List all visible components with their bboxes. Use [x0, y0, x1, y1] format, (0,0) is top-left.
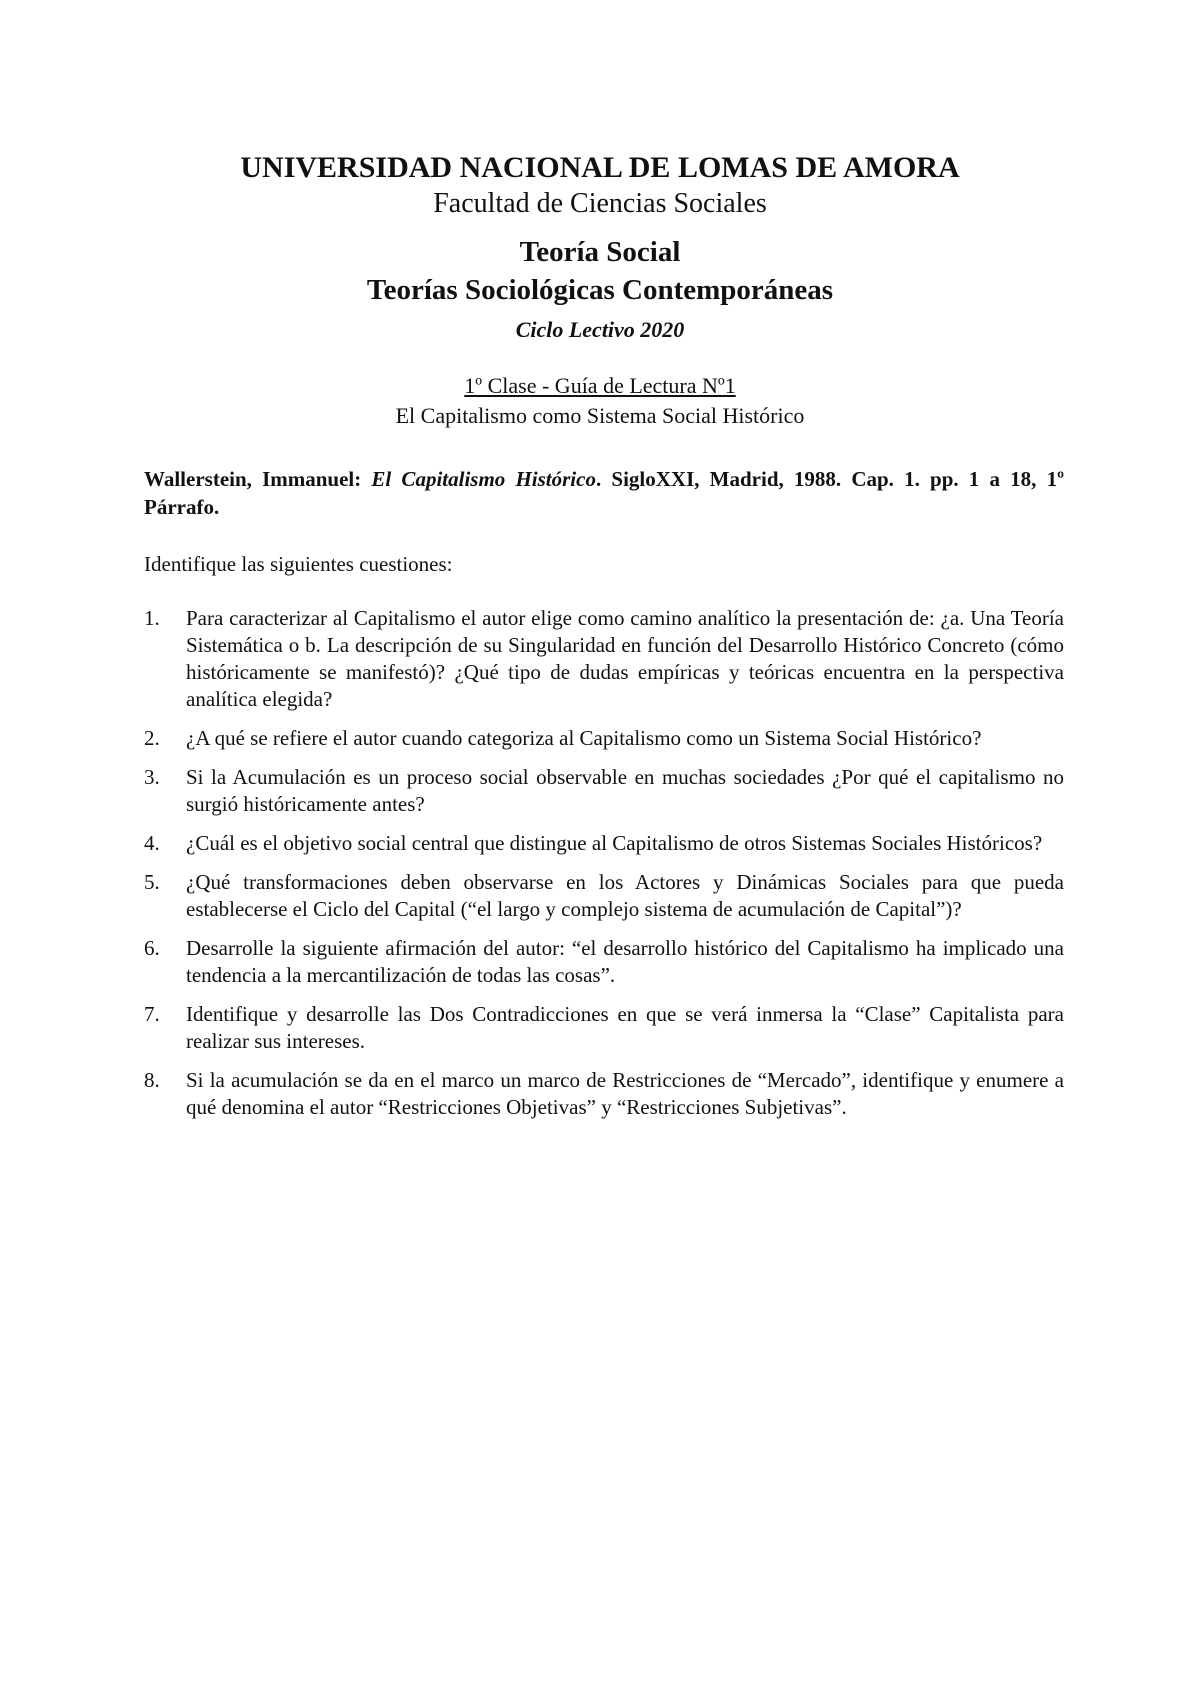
question-text: Si la acumulación se da en el marco un marco de Restricciones de “Mercado”, identifique y enumere a qué denomina el autor “Restricciones Objetivas” y “Restricciones Subjetivas”. [186, 1068, 1064, 1119]
question-item [144, 605, 1064, 713]
subject-title: Teoría Social [519, 236, 681, 268]
question-item [144, 935, 1064, 989]
subject-subtitle: Teorías Sociológicas Contemporáneas [366, 274, 834, 306]
bibliographic-reference [144, 465, 1064, 521]
question-number: 2. [144, 726, 160, 750]
reference-author: Wallerstein, Immanuel: [144, 467, 372, 491]
question-text: Si la Acumulación es un proceso social observable en muchas sociedades ¿Por qué el capitalismo no surgió históricamente antes? [186, 765, 1064, 816]
question-text: Desarrolle la siguiente afirmación del autor: “el desarrollo histórico del Capitalismo ha implicado una tendencia a la mercantilización de todas las cosas”. [186, 936, 1064, 987]
question-number: 6. [144, 936, 160, 960]
faculty-name: Facultad de Ciencias Sociales [433, 188, 767, 219]
university-name: UNIVERSIDAD NACIONAL DE LOMAS DE AMORA [240, 151, 960, 184]
question-item [144, 764, 1064, 818]
question-item [144, 1001, 1064, 1055]
question-number: 4. [144, 831, 160, 855]
class-subtitle: El Capitalismo como Sistema Social Histórico [395, 403, 805, 428]
class-title: 1º Clase - Guía de Lectura Nº1 [464, 373, 736, 398]
question-text: Identifique y desarrolle las Dos Contradicciones en que se verá inmersa la “Clase” Capitalista para realizar sus intereses. [186, 1002, 1064, 1053]
question-item [144, 830, 1064, 857]
question-number: 3. [144, 765, 160, 789]
question-text: Para caracterizar al Capitalismo el autor elige como camino analítico la presentación de: ¿a. Una Teoría Sistemática o b. La descripción de su Singularidad en función del Desarrollo Histórico Concreto (cómo históricamente se manifestó)? ¿Qué tipo de dudas empíricas y teóricas encuentra en la perspectiva analítica elegida? [186, 606, 1064, 711]
question-text: ¿Qué transformaciones deben observarse en los Actores y Dinámicas Sociales para que pueda establecerse el Ciclo del Capital (“el largo y complejo sistema de acumulación de Capital”)? [186, 870, 1064, 921]
question-item [144, 1067, 1064, 1121]
question-item [144, 869, 1064, 923]
question-text: ¿A qué se refiere el autor cuando categoriza al Capitalismo como un Sistema Social Histórico? [186, 726, 982, 750]
reference-book-title: El Capitalismo Histórico [371, 467, 596, 491]
instructions-intro: Identifique las siguientes cuestiones: [144, 552, 453, 576]
question-number: 7. [144, 1002, 160, 1026]
question-number: 1. [144, 606, 160, 630]
document-header [0, 150, 1200, 430]
reference-details: . SigloXXI, Madrid, 1988. Cap. 1. pp. 1 a 18, 1º Párrafo. [144, 467, 1064, 519]
questions-list [144, 605, 1064, 1133]
academic-cycle: Ciclo Lectivo 2020 [515, 317, 685, 342]
question-number: 5. [144, 870, 160, 894]
question-number: 8. [144, 1068, 160, 1092]
question-item [144, 725, 1064, 752]
question-text: ¿Cuál es el objetivo social central que distingue al Capitalismo de otros Sistemas Sociales Históricos? [186, 831, 1043, 855]
